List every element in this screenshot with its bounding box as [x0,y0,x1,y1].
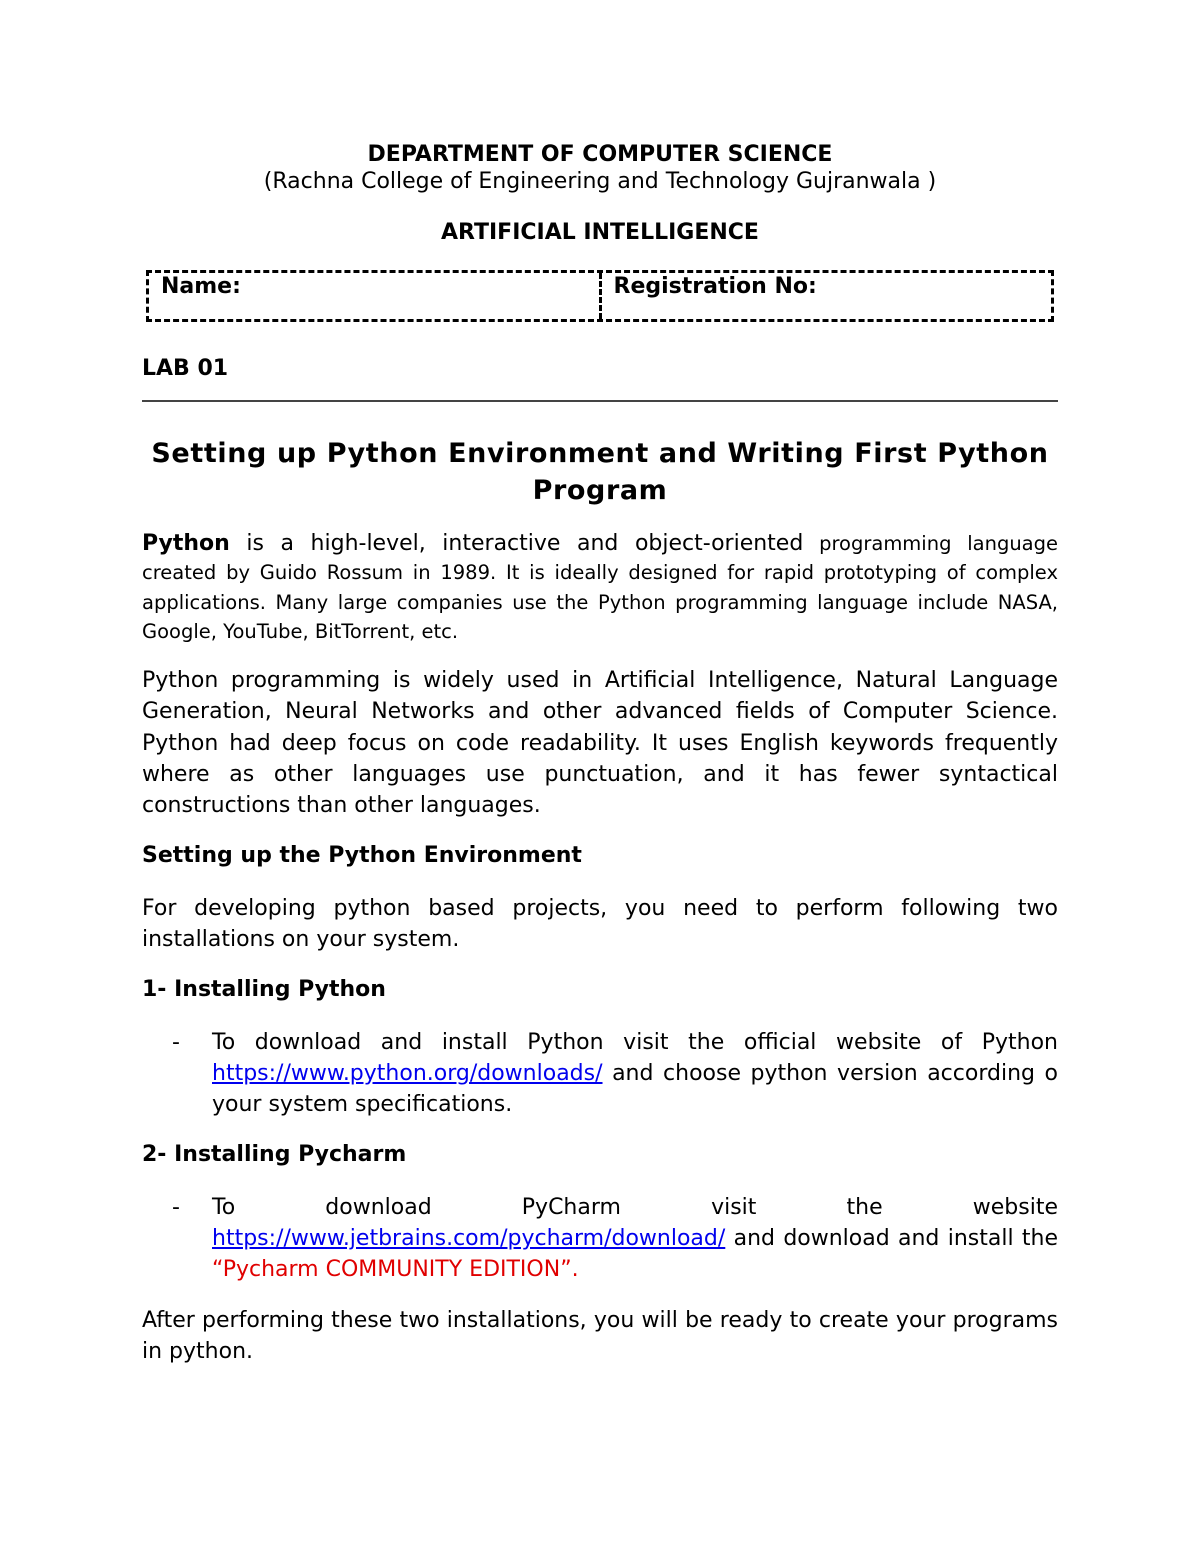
step2-text-mid: and download and install the [725,1226,1058,1251]
step2-heading: 2- Installing Pycharm [142,1142,407,1167]
registration-field[interactable] [599,273,1052,319]
name-label: Name: [161,274,241,299]
python-download-link[interactable]: https://www.python.org/downloads/ [212,1061,603,1086]
college-name: (Rachna College of Engineering and Technology Gujranwala ) [263,169,937,194]
bullet-dash: - [172,1030,180,1055]
step1-text-after: and choose python version according o your system specifications. [212,1061,1058,1117]
bullet-dash: - [172,1195,180,1220]
document-title: Setting up Python Environment and Writing First Python Program [151,438,1049,506]
student-info-box [146,270,1054,322]
step2-text: To download PyCharm visit the website [212,1195,1058,1220]
registration-label: Registration No: [613,274,817,299]
intro-lead: is a high-level, interactive and object-oriented [229,531,804,556]
pycharm-download-link[interactable]: https://www.jetbrains.com/pycharm/download/ [212,1226,726,1251]
community-edition-highlight: “Pycharm COMMUNITY EDITION”. [212,1257,579,1282]
setup-heading: Setting up the Python Environment [142,843,582,868]
step1-heading: 1- Installing Python [142,977,386,1002]
python-bold: Python [142,531,230,556]
course-title: ARTIFICIAL INTELLIGENCE [441,220,759,245]
name-field[interactable] [149,273,599,319]
divider [142,400,1058,402]
step1-text: To download and install Python visit the official website of Python [212,1030,1058,1055]
intro-rest: programming language created by Guido Rossum in 1989. It is ideally designed for rapid prototyping of complex applications. Many large companies use the Python programming language include NASA, Google, YouTube, BitTorrent, etc. [142,532,1059,643]
department-heading: DEPARTMENT OF COMPUTER SCIENCE [367,142,833,167]
setup-paragraph: For developing python based projects, you need to perform following two installations on your system. [142,896,1058,953]
step2-bullet [172,1192,1058,1285]
lab-number: LAB 01 [142,356,229,381]
step1-bullet [172,1027,1058,1120]
closing-paragraph: After performing these two installations, you will be ready to create your programs in python. [142,1308,1058,1365]
intro-paragraph [142,529,1058,646]
usage-paragraph: Python programming is widely used in Artificial Intelligence, Natural Language Generation, Neural Networks and other advanced fields of Computer Science. Python had deep focus on code readability. It uses English keywords frequently where as other languages use punctuation, and it has fewer syntactical constructions than other languages. [142,668,1058,819]
